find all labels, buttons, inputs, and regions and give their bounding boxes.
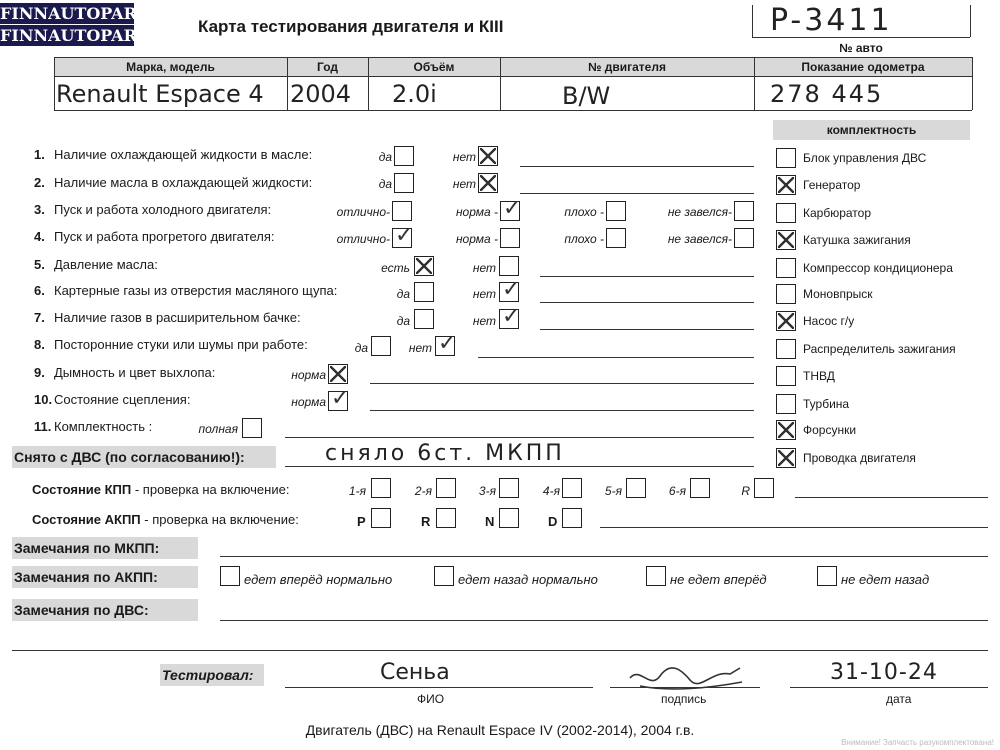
gear-label: 5-я [604, 484, 622, 498]
brand-logo: FINNAUTOPARTS [0, 4, 161, 23]
option-label-otlichno: отлично- [336, 205, 390, 219]
checkbox-row5-net[interactable] [499, 256, 519, 276]
gear-label: 4-я [542, 484, 560, 498]
handwritten-engine-number: B/W [562, 82, 611, 110]
checkbox-row3-ploho[interactable] [606, 201, 626, 221]
completeness-checkbox[interactable] [776, 230, 796, 250]
checkbox-row4-ne-zavelsya[interactable] [734, 228, 754, 248]
completeness-checkbox[interactable] [776, 366, 796, 386]
checkbox-row5-est[interactable] [414, 256, 434, 276]
handwritten-removed: сняло 6ст. МКПП [325, 441, 565, 466]
watermark: Внимание! Запчасть разукомплектована! [841, 738, 994, 747]
completeness-checkbox[interactable] [776, 448, 796, 468]
check-item-1: 1. Наличие охлаждающей жидкости в масле: [34, 147, 313, 162]
checkbox-row3-otlichno[interactable] [392, 201, 412, 221]
completeness-label: Проводка двигателя [803, 451, 916, 465]
checkbox-row4-ploho[interactable] [606, 228, 626, 248]
gear-label: 1-я [348, 484, 366, 498]
option-label-net: нет [472, 287, 496, 301]
tested-label: Тестировал: [160, 664, 264, 686]
check-item-9: 9. Дымность и цвет выхлопа: [34, 365, 216, 380]
option-label-da: да [396, 287, 410, 301]
check-item-5: 5. Давление масла: [34, 257, 158, 272]
check-item-4: 4. Пуск и работа прогретого двигателя: [34, 229, 275, 244]
completeness-label: Компрессор кондиционера [803, 261, 953, 275]
handwritten-model: Renault Espace 4 [56, 80, 264, 108]
akpp-option-label: едет вперёд нормально [244, 572, 393, 587]
completeness-label: Насос г/у [803, 314, 855, 328]
gear-checkbox[interactable] [499, 478, 519, 498]
completeness-label: Форсунки [803, 423, 857, 437]
checkbox-row3-norma[interactable] [500, 201, 520, 221]
akpp-option-label: едет назад нормально [458, 572, 598, 587]
handwritten-odometer: 278 445 [770, 80, 884, 108]
document-title: Карта тестирования двигателя и КIII [198, 17, 504, 36]
checkbox-row4-otlichno[interactable] [392, 228, 412, 248]
brand-logo-secondary: FINNAUTOPARTS [0, 26, 161, 45]
remarks-akpp-label: Замечания по АКПП: [12, 566, 198, 588]
akpp-gear-checkbox[interactable] [499, 508, 519, 528]
check-item-11: 11. Комплектность : [34, 419, 153, 434]
check-item-10: 10. Состояние сцепления: [34, 392, 191, 407]
header-odometer: Показание одометра [801, 60, 925, 74]
removed-label: Снято с ДВС (по согласованию!): [12, 446, 276, 468]
checkbox-row1-da[interactable] [394, 146, 414, 166]
option-label-net: нет [472, 314, 496, 328]
completeness-label: ТНВД [803, 369, 835, 383]
handwritten-date: 31-10-24 [830, 660, 938, 685]
akpp-option-checkbox[interactable] [220, 566, 240, 586]
option-label-ploho: плохо - [564, 232, 604, 246]
option-label-ne-zavelsya: не завелся- [667, 232, 732, 246]
gear-checkbox[interactable] [626, 478, 646, 498]
signature-label: подпись [661, 692, 707, 706]
remarks-mkpp-label: Замечания по МКПП: [12, 537, 198, 559]
akpp-gear-checkbox[interactable] [562, 508, 582, 528]
check-item-3: 3. Пуск и работа холодного двигателя: [34, 202, 272, 217]
handwritten-ref-number: P-3411 [770, 3, 893, 38]
option-label-polnaya: полная [198, 422, 238, 436]
akpp-option-label: не едет назад [841, 572, 930, 587]
option-label-net: нет [452, 150, 476, 164]
checkbox-row6-net[interactable] [499, 282, 519, 302]
date-label: дата [886, 692, 912, 706]
completeness-label: Блок управления ДВС [803, 151, 927, 165]
completeness-checkbox[interactable] [776, 420, 796, 440]
checkbox-row1-net[interactable] [478, 146, 498, 166]
option-label-net: нет [408, 341, 432, 355]
checkbox-row2-net[interactable] [478, 173, 498, 193]
header-make-model: Марка, модель [126, 60, 215, 74]
completeness-checkbox[interactable] [776, 394, 796, 414]
option-label-ploho: плохо - [564, 205, 604, 219]
gear-checkbox[interactable] [371, 478, 391, 498]
gear-checkbox[interactable] [436, 478, 456, 498]
completeness-label: Карбюратор [803, 206, 872, 220]
checkbox-row3-ne-zavelsya[interactable] [734, 201, 754, 221]
completeness-checkbox[interactable] [776, 339, 796, 359]
option-label-est: есть [381, 261, 410, 275]
completeness-checkbox[interactable] [776, 284, 796, 304]
completeness-checkbox[interactable] [776, 175, 796, 195]
gear-label: 2-я [414, 484, 432, 498]
akpp-gear-label: P [357, 514, 366, 529]
header-year: Год [317, 60, 338, 74]
completeness-checkbox[interactable] [776, 203, 796, 223]
checkbox-row11-polnaya[interactable] [242, 418, 262, 438]
checkbox-row9-norma[interactable] [328, 364, 348, 384]
completeness-label: Катушка зажигания [803, 233, 911, 247]
completeness-label: Моновпрыск [803, 287, 873, 301]
check-item-7: 7. Наличие газов в расширительном бачке: [34, 310, 301, 325]
akpp-gear-checkbox[interactable] [371, 508, 391, 528]
gear-label: R [741, 484, 750, 498]
check-item-2: 2. Наличие масла в охлаждающей жидкости: [34, 175, 313, 190]
option-label-da: да [378, 150, 392, 164]
completeness-label: Турбина [803, 397, 850, 411]
completeness-checkbox[interactable] [776, 311, 796, 331]
option-label-norma: норма - [455, 232, 498, 246]
akpp-gear-checkbox[interactable] [436, 508, 456, 528]
checkbox-row7-net[interactable] [499, 309, 519, 329]
gear-checkbox[interactable] [754, 478, 774, 498]
akpp-gear-label: D [548, 514, 558, 529]
akpp-option-checkbox[interactable] [434, 566, 454, 586]
akpp-label: Состояние АКПП - проверка на включение: [32, 512, 299, 527]
option-label-norma: норма [291, 368, 326, 382]
checkbox-row6-da[interactable] [414, 282, 434, 302]
handwritten-volume: 2.0i [392, 80, 437, 108]
checkbox-row4-norma[interactable] [500, 228, 520, 248]
checkbox-row8-net[interactable] [435, 336, 455, 356]
akpp-gear-label: N [485, 514, 495, 529]
handwritten-tester: Сеньа [380, 660, 450, 685]
akpp-gear-label: R [421, 514, 431, 529]
akpp-option-checkbox[interactable] [646, 566, 666, 586]
checkbox-row10-norma[interactable] [328, 391, 348, 411]
check-item-6: 6. Картерные газы из отверстия масляного щупа: [34, 283, 338, 298]
fio-label: ФИО [417, 692, 445, 706]
header-engine-number: № двигателя [588, 60, 666, 74]
option-label-da: да [378, 177, 392, 191]
option-label-net: нет [472, 261, 496, 275]
completeness-checkbox[interactable] [776, 148, 796, 168]
option-label-otlichno: отлично- [336, 232, 390, 246]
option-label-norma: норма - [455, 205, 498, 219]
handwritten-signature [620, 656, 750, 696]
completeness-label: Генератор [803, 178, 861, 192]
checkbox-row7-da[interactable] [414, 309, 434, 329]
option-label-norma: норма [291, 395, 326, 409]
akpp-option-label: не едет вперёд [670, 572, 767, 587]
checkbox-row2-da[interactable] [394, 173, 414, 193]
akpp-option-checkbox[interactable] [817, 566, 837, 586]
kpp-label: Состояние КПП - проверка на включение: [32, 482, 290, 497]
handwritten-year: 2004 [290, 80, 352, 108]
option-label-ne-zavelsya: не завелся- [667, 205, 732, 219]
option-label-da: да [396, 314, 410, 328]
gear-checkbox[interactable] [562, 478, 582, 498]
option-label-da: да [354, 341, 368, 355]
completeness-title: комплектность [826, 123, 917, 137]
completeness-checkbox[interactable] [776, 258, 796, 278]
gear-label: 6-я [668, 484, 686, 498]
gear-checkbox[interactable] [690, 478, 710, 498]
check-item-8: 8. Посторонние стуки или шумы при работе: [34, 337, 308, 352]
option-label-net: нет [452, 177, 476, 191]
auto-number-header: № авто [839, 41, 883, 55]
completeness-label: Распределитель зажигания [803, 342, 956, 356]
remarks-dvs-label: Замечания по ДВС: [12, 599, 198, 621]
header-volume: Объём [413, 60, 455, 74]
gear-label: 3-я [478, 484, 496, 498]
checkbox-row8-da[interactable] [371, 336, 391, 356]
image-caption: Двигатель (ДВС) на Renault Espace IV (2002-2014), 2004 г.в. [305, 722, 695, 738]
